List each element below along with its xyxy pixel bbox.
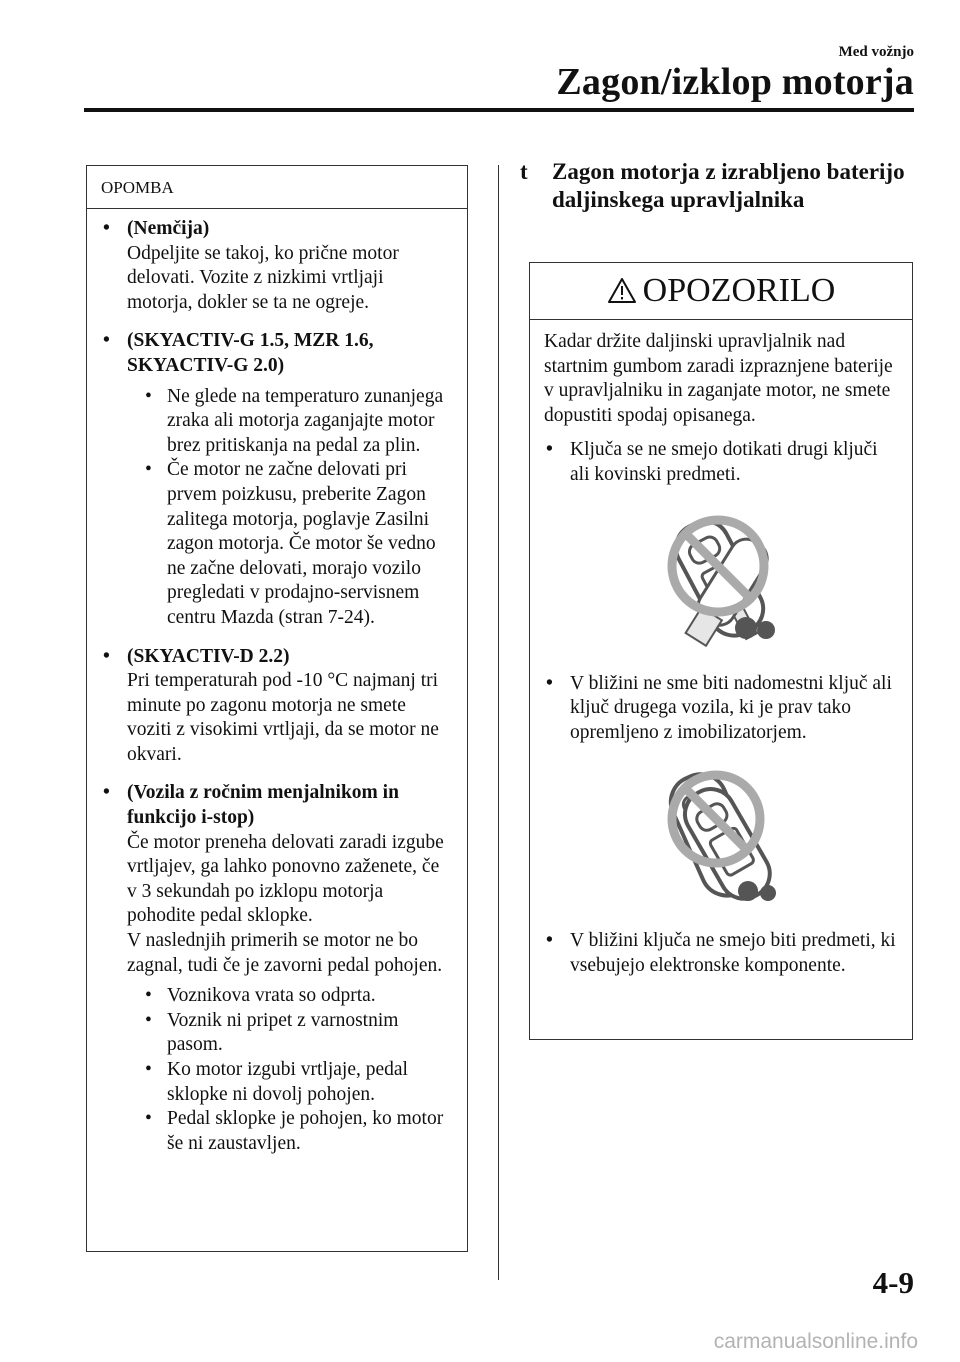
- bullet-icon: •: [103, 782, 110, 804]
- bullet-icon: •: [145, 385, 152, 407]
- bullet-icon: •: [546, 439, 553, 461]
- note-item-title: (SKYACTIV-G 1.5, MZR 1.6, SKYACTIV-G 2.0): [127, 330, 374, 376]
- column-divider: [498, 165, 499, 1280]
- note-sublist: [127, 984, 453, 1156]
- note-sublist: [127, 385, 453, 631]
- key-touching-keys-illustration: [656, 506, 786, 656]
- note-item-text: Če motor preneha delovati zaradi izgube vrtljajev, ga lahko ponovno zaženete, če v 3 sekundah po izklopu motorja pohodite pedal sklopke.: [127, 831, 444, 927]
- note-heading: OPOMBA: [87, 166, 467, 209]
- note-box: [86, 165, 468, 1252]
- bullet-icon: •: [546, 672, 553, 694]
- note-subitem: • Voznikova vrata so odprta.: [127, 984, 453, 1009]
- warning-item: • V bližini ključa ne smejo biti predmeti, ki vsebujejo elektronske komponente.: [546, 930, 896, 976]
- bullet-icon: •: [103, 645, 110, 667]
- note-item-title: (Vozila z ročnim menjalnikom in funkcijo i-stop): [127, 782, 399, 829]
- note-item: [101, 217, 453, 315]
- bullet-icon: •: [145, 459, 152, 481]
- note-subitem: • Če motor ne začne delovati pri prvem poizkusu, preberite Zagon zalitega motorja, poglavje Zasilni zagon motorja. Če motor še vedno ne začne delovati, morajo vozilo pregledati v prodajno-servisnem centru Mazda (stran 7-24).: [145, 459, 436, 628]
- warning-triangle-icon: [607, 277, 637, 304]
- note-item-title: (Nemčija): [127, 218, 210, 239]
- bullet-icon: •: [145, 985, 152, 1007]
- bullet-icon: •: [546, 930, 553, 952]
- section-title: Zagon motorja z izrabljeno baterijo daljinskega upravljalnika: [552, 159, 905, 212]
- section-label: Med vožnjo: [838, 44, 914, 60]
- note-body: [87, 209, 467, 1156]
- note-subitem: • Ko motor izgubi vrtljaje, pedal sklopke ni dovolj pohojen.: [145, 1059, 408, 1105]
- warning-item: • V bližini ne sme biti nadomestni ključ ali ključ drugega vozila, ki je prav tako opremljeno z imobilizatorjem.: [546, 672, 892, 743]
- note-subitem: • Pedal sklopke je pohojen, ko motor še ni zaustavljen.: [145, 1108, 444, 1154]
- warning-heading: OPOZORILO: [642, 272, 836, 309]
- watermark: carmanualsonline.info: [713, 1330, 918, 1353]
- note-subitem: • Ne glede na temperaturo zunanjega zraka ali motorja zaganjajte motor brez pritiskanja na pedal za plin.: [145, 385, 444, 456]
- note-item-text: V naslednjih primerih se motor ne bo zagnal, tudi če je zavorni pedal pohojen.: [127, 930, 443, 976]
- note-subitem: • Voznik ni pripet z varnostnim pasom.: [145, 1009, 399, 1056]
- bullet-icon: •: [145, 1009, 152, 1031]
- page-number: 4-9: [872, 1265, 914, 1300]
- note-item: [101, 329, 453, 630]
- page-title: Zagon/izklop motorja: [556, 61, 914, 103]
- warning-body: [530, 320, 912, 979]
- bullet-icon: •: [103, 330, 110, 352]
- bullet-icon: •: [145, 1059, 152, 1080]
- note-item-title: (SKYACTIV-D 2.2): [127, 645, 290, 667]
- note-item-text: Pri temperaturah pod -10 °C najmanj tri minute po zagonu motorja ne smete voziti z visokimi vrtljaji, da se motor ne okvari.: [127, 670, 439, 765]
- note-item: [101, 645, 453, 768]
- warning-header: [530, 263, 912, 320]
- two-keys-nearby-illustration: [656, 763, 786, 913]
- header-rule: [84, 108, 914, 112]
- bullet-icon: •: [103, 218, 110, 239]
- section-heading: [520, 158, 920, 213]
- warning-box: [529, 262, 913, 1040]
- warning-intro: Kadar držite daljinski upravljalnik nad startnim gumbom zaradi izpraznjene baterije v upravljalniku in zaganjate motor, ne smete dopustiti spodaj opisanega.: [544, 331, 893, 426]
- bullet-icon: •: [145, 1108, 152, 1130]
- note-item-text: Odpeljite se takoj, ko prične motor delovati. Vozite z nizkimi vrtljaji motorja, dokler se ta ne ogreje.: [127, 242, 399, 313]
- section-marker: t: [520, 159, 528, 184]
- warning-item: • Ključa se ne smejo dotikati drugi ključi ali kovinski predmeti.: [546, 439, 878, 485]
- note-item: [101, 781, 453, 1156]
